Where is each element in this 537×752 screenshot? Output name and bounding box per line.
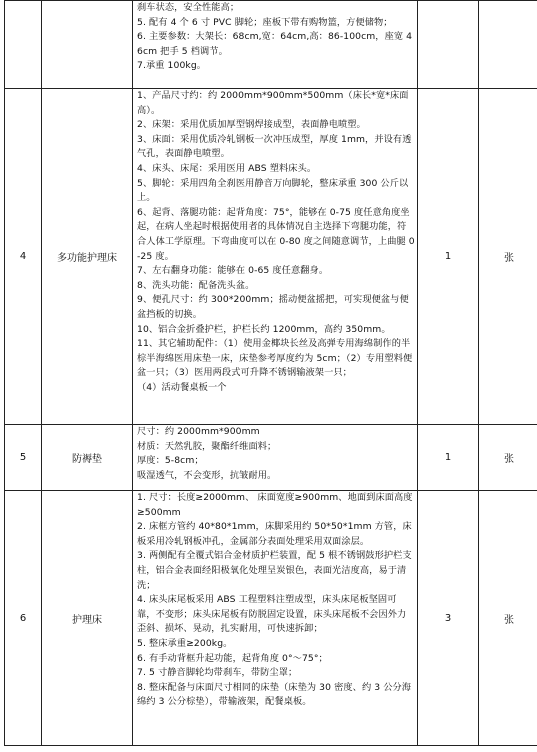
table-row: [5, 89, 537, 425]
spec-line: 7、左右翻身功能：能够在 0-65 度任意翻身。: [137, 265, 329, 277]
item-name-cell: 防褥垫: [42, 425, 133, 491]
quantity-cell: 3: [418, 491, 479, 746]
spec-line: 材质：天然乳胶，聚酯纤维面料；: [137, 440, 277, 452]
spec-line: 3、床面：采用优质冷轧钢板一次冲压成型，厚度 1mm，并设有透气孔，表面静电喷塑。: [137, 133, 412, 160]
item-name-cell: 多功能护理床: [42, 89, 133, 425]
spec-line: 9、便孔尺寸：约 300*200mm；摇动便盆摇把，可实现便盆与便盆挡板的切换。: [137, 294, 409, 320]
row-number-cell: 4: [5, 89, 42, 425]
spec-line: 4、床头、床尾：采用医用 ABS 塑料床头。: [137, 162, 317, 174]
table-row: [5, 491, 537, 746]
spec-cell: [133, 1, 418, 89]
spec-line: 5. 整床承重≥200kg。: [137, 637, 233, 649]
spec-line: 刹车状态，安全性能高；: [137, 2, 240, 13]
table-row: [5, 425, 537, 491]
spec-line: 6. 有手动背框升起功能，起背角度 0°～75°；: [137, 652, 328, 664]
spec-line: 5、脚轮：采用四角全刹医用静音万向脚轮，整床承重 300 公斤以上。: [137, 177, 409, 204]
spec-line: （4）活动餐桌板一个: [137, 381, 227, 393]
table-row: [5, 1, 537, 89]
quantity-cell: 1: [418, 89, 479, 425]
spec-line: 厚度：5-8cm；: [137, 455, 204, 467]
unit-cell: 张: [479, 89, 537, 425]
row-number-cell: [5, 1, 42, 89]
spec-line: 5. 配有 4 个 6 寸 PVC 脚轮；座板下带有购物篮，方便储物；: [137, 16, 393, 28]
quantity-cell: [418, 1, 479, 89]
item-name-cell: 护理床: [42, 491, 133, 746]
spec-line: 1、产品尺寸约：约 2000mm*900mm*500mm（床长*宽*床面高）。: [137, 90, 409, 116]
spec-cell: [133, 491, 418, 746]
unit-cell: 张: [479, 491, 537, 746]
spec-cell: [133, 425, 418, 491]
unit-cell: [479, 1, 537, 89]
spec-cell: [133, 89, 418, 425]
spec-line: 尺寸：约 2000mm*900mm: [137, 426, 260, 437]
spec-line: 10、铝合金折叠护栏，护栏长约 1200mm，高约 350mm。: [137, 323, 391, 335]
spec-line: 6、起背、落腿功能：起背角度：75°，能够在 0-75 度任意角度坐 起，在病人坐起时根据使用者的具体情况自主选择下弯腿功能，符 合人体工学原理。下弯曲度可以在 0-80 度之间随意调节，上曲腿 0-25 度。: [137, 206, 415, 262]
item-name-cell: [42, 1, 133, 89]
spec-line: 3. 两侧配有全覆式铝合金材质护栏装置，配 5 根不锈钢鼓形护栏支柱，铝合金表面经阳极氧化处理呈炭银色，表面光洁度高，易于清洗；: [137, 550, 412, 591]
spec-line: 7.承重 100kg。: [137, 60, 207, 72]
spec-line: 2. 床框方管约 40*80*1mm，床脚采用约 50*50*1mm 方管，床板采用冷轧钢板冲孔，金属部分表面处理采用双面涂层。: [137, 521, 412, 547]
spec-line: 1. 尺寸：长度≥2000mm、 床面宽度≥900mm、地面到床面高度≥500mm: [137, 492, 413, 518]
spec-line: 4. 床头床尾板采用 ABS 工程塑料注塑成型，床头床尾板坚固可靠，不变形；床头床尾板有防脱固定设置，床头床尾板不会因外力歪斜、损坏、晃动，扎实耐用，可快速拆卸；: [137, 594, 407, 635]
row-number-cell: 6: [5, 491, 42, 746]
row-number-cell: 5: [5, 425, 42, 491]
spec-line: 7. 5 寸静音脚轮均带刹车，带防尘罩；: [137, 667, 298, 679]
spec-line: 吸湿透气，不会变形，抗皱耐用。: [137, 469, 277, 481]
spec-line: 8. 整床配备与床面尺寸相同的床垫（床垫为 30 密度、约 3 公分海绵约 3 公分棕垫），带输液架，配餐桌板。: [137, 681, 412, 708]
equipment-spec-table: [4, 0, 537, 746]
spec-line: 6. 主要参数：大架长：68cm,宽：64cm,高：86-100cm，座宽 46cm 把手 5 档调节。: [137, 31, 413, 57]
spec-line: 8、洗头功能：配备洗头盆。: [137, 279, 255, 291]
spec-line: 11、其它辅助配件：（1）使用金椰块长丝及高弹专用海绵制作的半棕半海绵医用床垫一床，床垫参考厚度约为 5cm；（2）专用塑料便盆一只；（3）医用两段式可升降不锈钢输液架一只；: [137, 338, 413, 379]
quantity-cell: 1: [418, 425, 479, 491]
spec-line: 2、床架：采用优质加厚型钢焊接成型，表面静电喷塑。: [137, 119, 366, 131]
unit-cell: 张: [479, 425, 537, 491]
